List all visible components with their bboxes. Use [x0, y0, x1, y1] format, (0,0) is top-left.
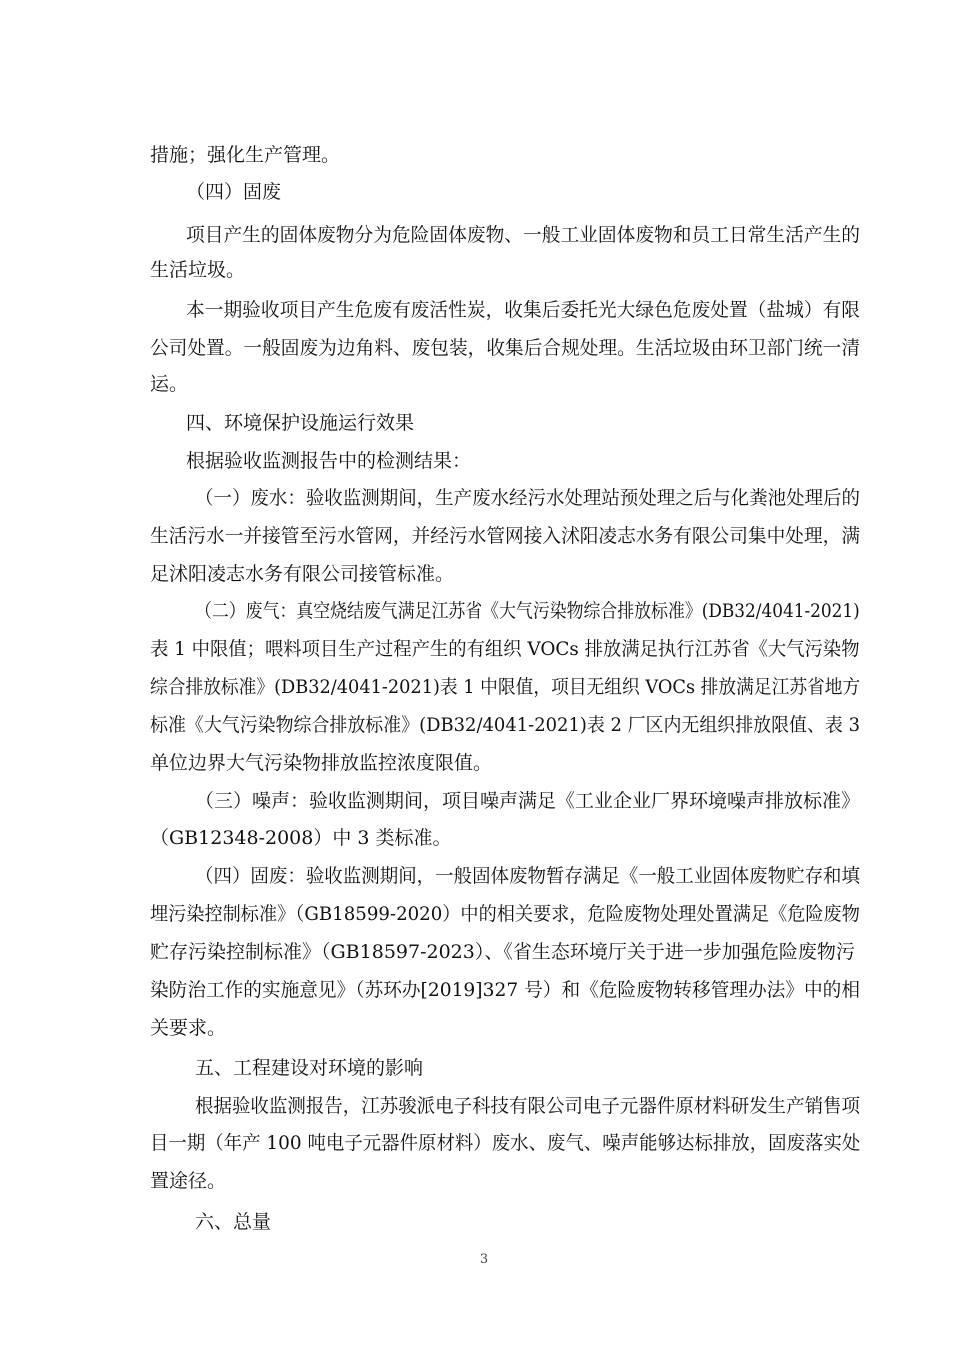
text-line: （二）废气：真空烧结废气满足江苏省《大气污染物综合排放标准》(DB32/4041-2021)	[195, 600, 860, 622]
text-line: （三）噪声：验收监测期间，项目噪声满足《工业企业厂界环境噪声排放标准》	[195, 790, 861, 812]
text-line: 项目产生的固体废物分为危险固体废物、一般工业固体废物和员工日常生活产生的	[186, 224, 861, 246]
text-line: 单位边界大气污染物排放监控浓度限值。	[150, 752, 493, 774]
text-line: 生活污水一并接管至污水管网，并经污水管网接入沭阳凌志水务有限公司集中处理，满	[150, 525, 861, 547]
text-line: 贮存污染控制标准》（GB18597-2023）、《省生态环境厅关于进一步加强危险废物污	[150, 941, 855, 963]
text-line: （GB12348-2008）中 3 类标准。	[150, 827, 452, 849]
text-line: （四）固废：验收监测期间，一般固体废物暂存满足《一般工业固体废物贮存和填	[195, 865, 860, 887]
text-line: 运。	[150, 373, 189, 395]
section-heading: 四、环境保护设施运行效果	[186, 412, 415, 434]
text-line: 关要求。	[150, 1017, 227, 1039]
section-heading: （四）固废	[186, 181, 282, 203]
text-line: 生活垃圾。	[150, 259, 246, 281]
text-line: 置途径。	[150, 1170, 227, 1192]
text-line: 埋污染控制标准》（GB18599-2020）中的相关要求，危险废物处理处置满足《危险废物	[150, 903, 860, 925]
text-line: 染防治工作的实施意见》（苏环办[2019]327 号）和《危险废物转移管理办法》中的相	[150, 979, 860, 1001]
text-line: 目一期（年产 100 吨电子元器件原材料）废水、废气、噪声能够达标排放，固废落实处	[150, 1132, 861, 1154]
text-line: 表 1 中限值；喂料项目生产过程产生的有组织 VOCs 排放满足执行江苏省《大气污染物	[150, 638, 860, 660]
page-number: 3	[479, 1252, 489, 1267]
text-line: 足沭阳凌志水务有限公司接管标准。	[150, 563, 455, 585]
text-line: 根据验收监测报告，江苏骏派电子科技有限公司电子元器件原材料研发生产销售项	[195, 1095, 860, 1117]
text-line: 综合排放标准》(DB32/4041-2021)表 1 中限值，项目无组织 VOCs 排放满足江苏省地方	[150, 676, 861, 698]
text-line: 措施；强化生产管理。	[150, 144, 341, 166]
text-line: 根据验收监测报告中的检测结果：	[186, 450, 472, 472]
section-heading: 六、总量	[195, 1211, 272, 1233]
text-line: 本一期验收项目产生危废有废活性炭，收集后委托光大绿色危废处置（盐城）有限	[186, 299, 861, 321]
text-line: 公司处置。一般固废为边角料、废包装，收集后合规处理。生活垃圾由环卫部门统一清	[150, 337, 861, 359]
text-line: （一）废水：验收监测期间，生产废水经污水处理站预处理之后与化粪池处理后的	[195, 487, 860, 509]
section-heading: 五、工程建设对环境的影响	[195, 1057, 424, 1079]
text-line: 标准《大气污染物综合排放标准》(DB32/4041-2021)表 2 厂区内无组织排放限值、表 3	[150, 714, 860, 736]
